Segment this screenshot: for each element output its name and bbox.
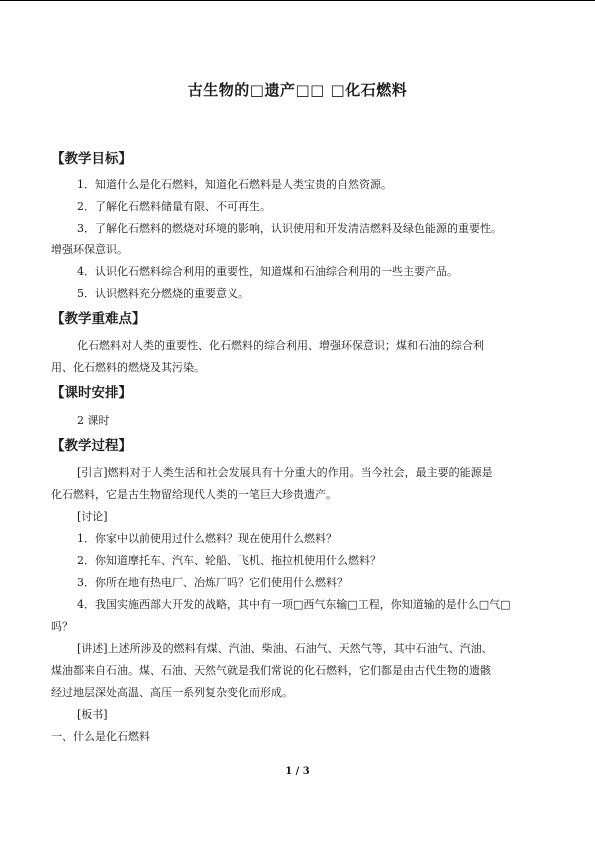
process-line-3: [讨论] [77,510,108,523]
schedule-line: 2 课时 [77,414,110,427]
process-line-13: 一、什么是化石燃料 [51,730,150,743]
heading-key-points: 【教学重难点】 [51,311,146,327]
heading-process: 【教学过程】 [51,438,132,454]
process-line-7: 4．我国实施西部大开发的战略，其中有一项□西气东输□工程，你知道输的是什么□气□ [77,598,511,611]
goal-line-2: 2．了解化石燃料储量有限、不可再生。 [77,200,271,213]
top-rule [0,0,595,1]
process-line-5: 2．你知道摩托车、汽车、轮船、飞机、拖拉机使用什么燃料？ [77,554,381,567]
process-line-11: 经过地层深处高温、高压一系列复杂变化而形成。 [51,686,293,699]
heading-goals: 【教学目标】 [51,151,132,167]
page-number: 1 / 3 [285,766,310,777]
document-title: 古生物的□遗产□□ □化石燃料 [187,81,408,99]
goal-line-5: 5．认识燃料充分燃烧的重要意义。 [77,287,249,300]
key-points-line-1: 化石燃料对人类的重要性、化石燃料的综合利用、增强环保意识；煤和石油的综合利 [77,339,484,352]
goal-line-4: 4．认识化石燃料综合利用的重要性，知道煤和石油综合利用的一些主要产品。 [77,265,458,278]
goal-line-3-cont: 增强环保意识。 [51,243,128,256]
process-line-8: 吗？ [51,620,73,633]
process-line-9: [讲述]上述所涉及的燃料有煤、汽油、柴油、石油气、天然气等，其中石油气、汽油、 [77,642,493,655]
process-line-4: 1．你家中以前使用过什么燃料？现在使用什么燃料？ [77,532,337,545]
goal-line-3: 3．了解化石燃料的燃烧对环境的影响，认识使用和开发清洁燃料及绿色能源的重要性。 [77,222,502,235]
process-line-6: 3．你所在地有热电厂、冶炼厂吗？它们使用什么燃料？ [77,576,348,589]
process-line-12: [板书] [77,708,108,721]
process-line-10: 煤油都来自石油。煤、石油、天然气就是我们常说的化石燃料，它们都是由古代生物的遗骸 [51,664,491,677]
goal-line-1: 1．知道什么是化石燃料，知道化石燃料是人类宝贵的自然资源。 [77,178,392,191]
process-line-2: 化石燃料，它是古生物留给现代人类的一笔巨大珍贵遗产。 [51,488,337,501]
key-points-line-2: 用、化石燃料的燃烧及其污染。 [51,361,205,374]
process-line-1: [引言]燃料对于人类生活和社会发展具有十分重大的作用。当今社会，最主要的能源是 [77,466,493,479]
heading-schedule: 【课时安排】 [51,385,132,401]
